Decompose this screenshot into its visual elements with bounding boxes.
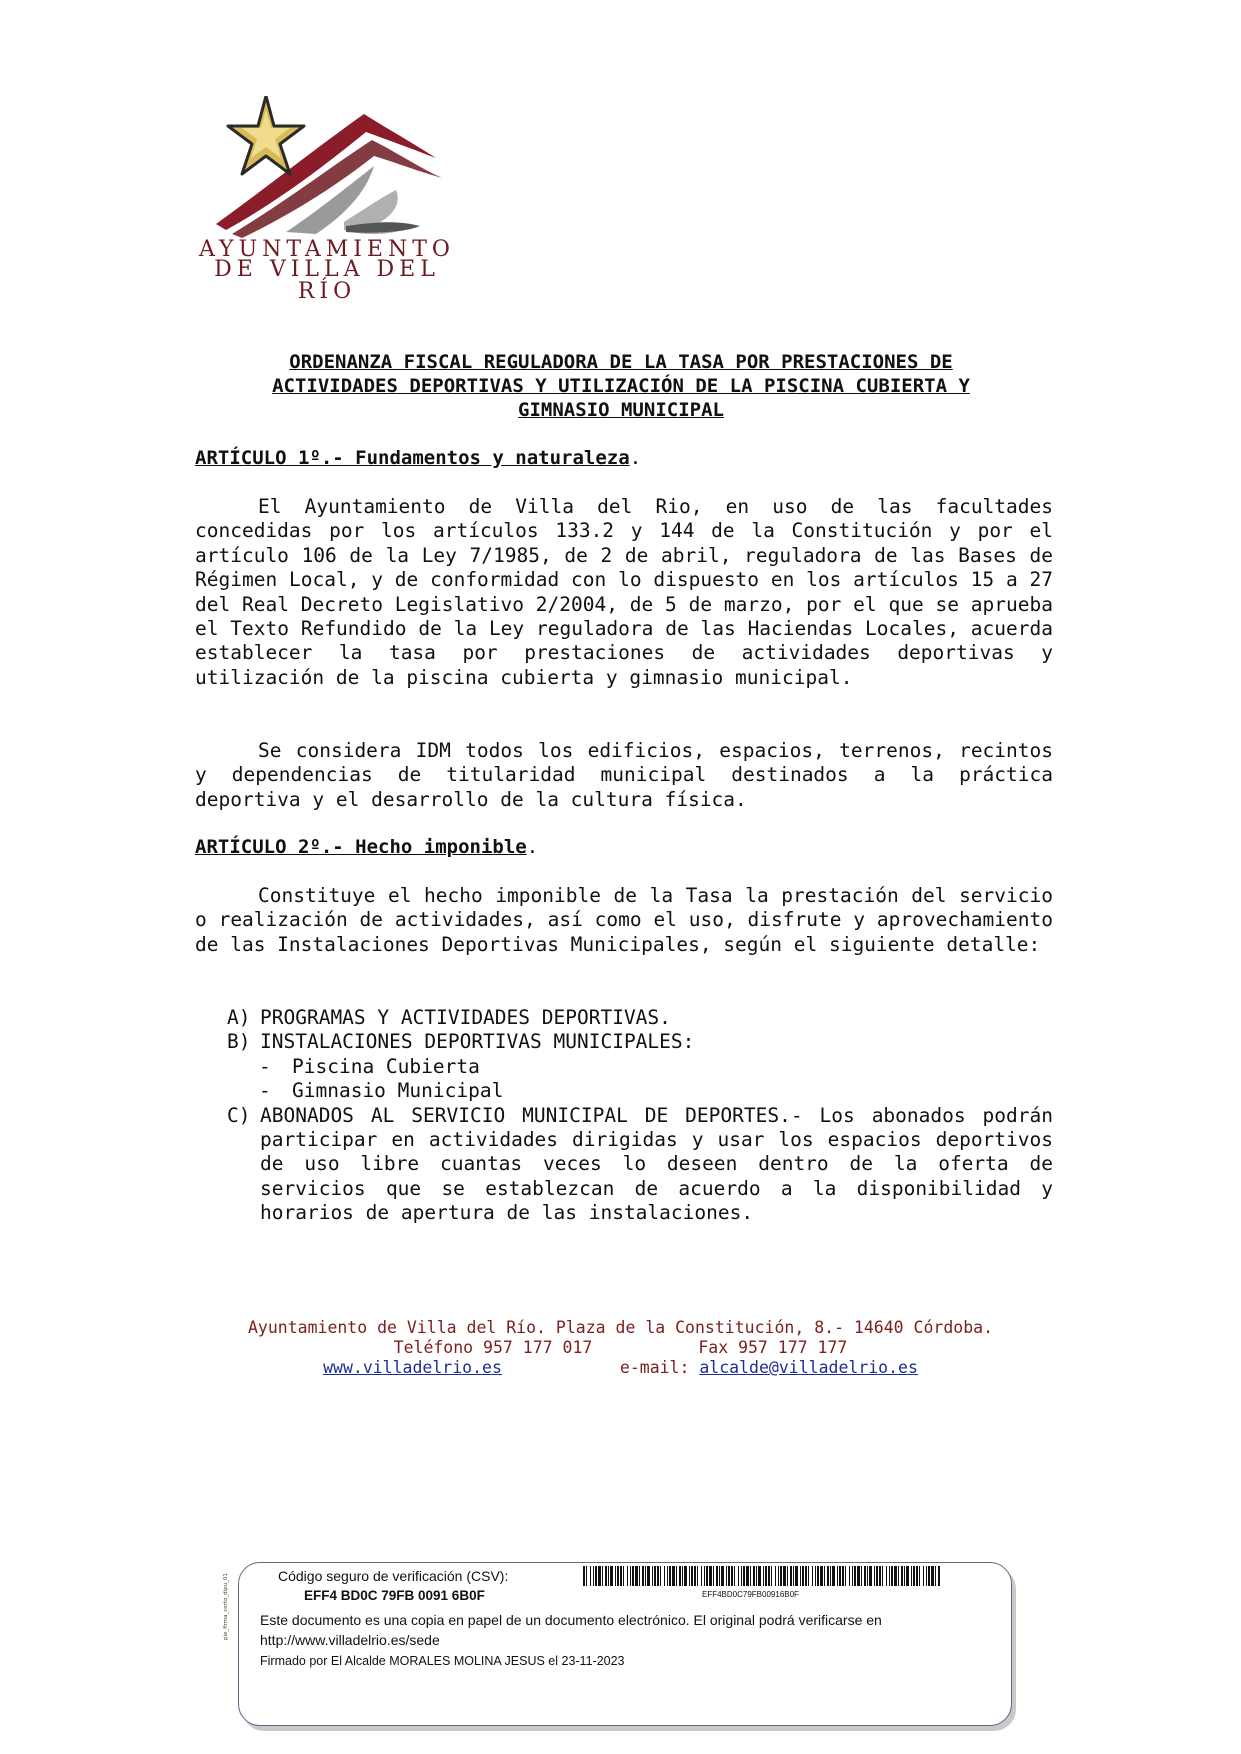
footer-address: Ayuntamiento de Villa del Río. Plaza de la Constitución, 8.- 14640 Córdoba. — [247, 1318, 994, 1337]
article-1-heading: ARTÍCULO 1º.- Fundamentos y naturaleza. — [195, 447, 642, 469]
list-item-text: PROGRAMAS Y ACTIVIDADES DEPORTIVAS. — [260, 1006, 671, 1029]
article-1-paragraph-1: El Ayuntamiento de Villa del Rio, en uso de las facultades concedidas por los artículos 133.2 y 144 de la Constitución y por el artículo 106 de la Ley 7/1985, de 2 de abril, reguladora de las Bases de Régimen Local, y de conformidad con lo dispuesto en los artículos 15 a 27 del Real Decreto Legislativo 2/2004, de 5 de marzo, por el que se aprueba el Texto Refundido de la Ley reguladora de las Haciendas Locales, acuerda establecer la tasa por prestaciones de actividades deportivas y utilización de la piscina cubierta y gimnasio municipal. — [195, 495, 1053, 689]
list-item — [227, 1030, 1053, 1054]
document-title — [196, 350, 1046, 422]
footer-phone-fax — [0, 1338, 1241, 1358]
verification-link[interactable]: http://www.villadelrio.es/sede — [260, 1632, 440, 1648]
article-1-paragraph-2: Se considera IDM todos los edificios, espacios, terrenos, recintos y dependencias de titularidad municipal destinados a la práctica deportiva y el desarrollo de la cultura física. — [195, 739, 1053, 811]
title-line-1: ORDENANZA FISCAL REGULADORA DE LA TASA POR PRESTACIONES DE — [289, 351, 953, 373]
verification-signature: Firmado por El Alcalde MORALES MOLINA JESUS el 23-11-2023 — [260, 1654, 625, 1668]
sub-list-item — [227, 1079, 1053, 1103]
title-line-3: GIMNASIO MUNICIPAL — [518, 399, 724, 421]
email-link[interactable]: alcalde@villadelrio.es — [699, 1358, 918, 1377]
list-item-text: INSTALACIONES DEPORTIVAS MUNICIPALES: — [260, 1030, 695, 1054]
article-2-paragraph-1: Constituye el hecho imponible de la Tasa la prestación del servicio o realización de actividades, así como el uso, disfrute y aprovechamiento de las Instalaciones Deportivas Municipales, según el siguiente detalle: — [195, 884, 1053, 956]
fee-item-list — [227, 1006, 1053, 1226]
article-2-heading: ARTÍCULO 2º.- Hecho imponible. — [195, 836, 539, 858]
email-label: e-mail: — [619, 1358, 690, 1377]
barcode-text: EFF4BD0C79FB00916B0F — [702, 1590, 799, 1599]
sub-list-item-text: Gimnasio Municipal — [292, 1079, 504, 1103]
article-1-heading-text: ARTÍCULO 1º.- Fundamentos y naturaleza — [195, 447, 630, 469]
list-marker: B) — [227, 1030, 251, 1054]
csv-code: EFF4 BD0C 79FB 0091 6B0F — [304, 1588, 485, 1603]
footer-fax: Fax 957 177 177 — [698, 1338, 848, 1357]
article-2-heading-text: ARTÍCULO 2º.- Hecho imponible — [195, 836, 527, 858]
side-footer-code: pie_firma_corto_dipu_01 — [223, 1573, 229, 1640]
footer-phone: Teléfono 957 177 017 — [393, 1338, 593, 1357]
municipal-logo — [196, 96, 458, 304]
sub-list-marker: - — [259, 1079, 271, 1103]
list-item-text: ABONADOS AL SERVICIO MUNICIPAL DE DEPORTES.- Los abonados podrán participar en actividades dirigidas y usar los espacios deportivos de uso libre cuantas veces lo deseen dentro de la oferta de servicios que se establezcan de acuerdo a la disponibilidad y horarios de apertura de las instalaciones. — [260, 1103, 1053, 1225]
sub-list-marker: - — [259, 1054, 271, 1078]
footer-contact — [0, 1358, 1241, 1378]
sub-list-item — [227, 1055, 1053, 1079]
verification-line-1: Este documento es una copia en papel de un documento electrónico. El original podrá verificarse en — [260, 1612, 882, 1628]
sub-list-item-text: Piscina Cubierta — [292, 1054, 480, 1078]
list-marker: C) — [227, 1103, 251, 1127]
list-marker: A) — [227, 1006, 251, 1029]
logo-text-line1: AYUNTAMIENTO — [199, 237, 455, 262]
barcode-icon — [583, 1566, 943, 1586]
csv-label: Código seguro de verificación (CSV): — [278, 1568, 509, 1584]
logo-emblem-icon — [196, 96, 458, 241]
logo-text-line2: DE VILLA DEL RÍO — [214, 257, 440, 304]
website-link[interactable]: www.villadelrio.es — [323, 1358, 502, 1377]
list-item — [227, 1104, 1053, 1226]
list-item — [227, 1006, 1053, 1030]
title-line-2: ACTIVIDADES DEPORTIVAS Y UTILIZACIÓN DE LA PISCINA CUBIERTA Y — [272, 375, 970, 397]
